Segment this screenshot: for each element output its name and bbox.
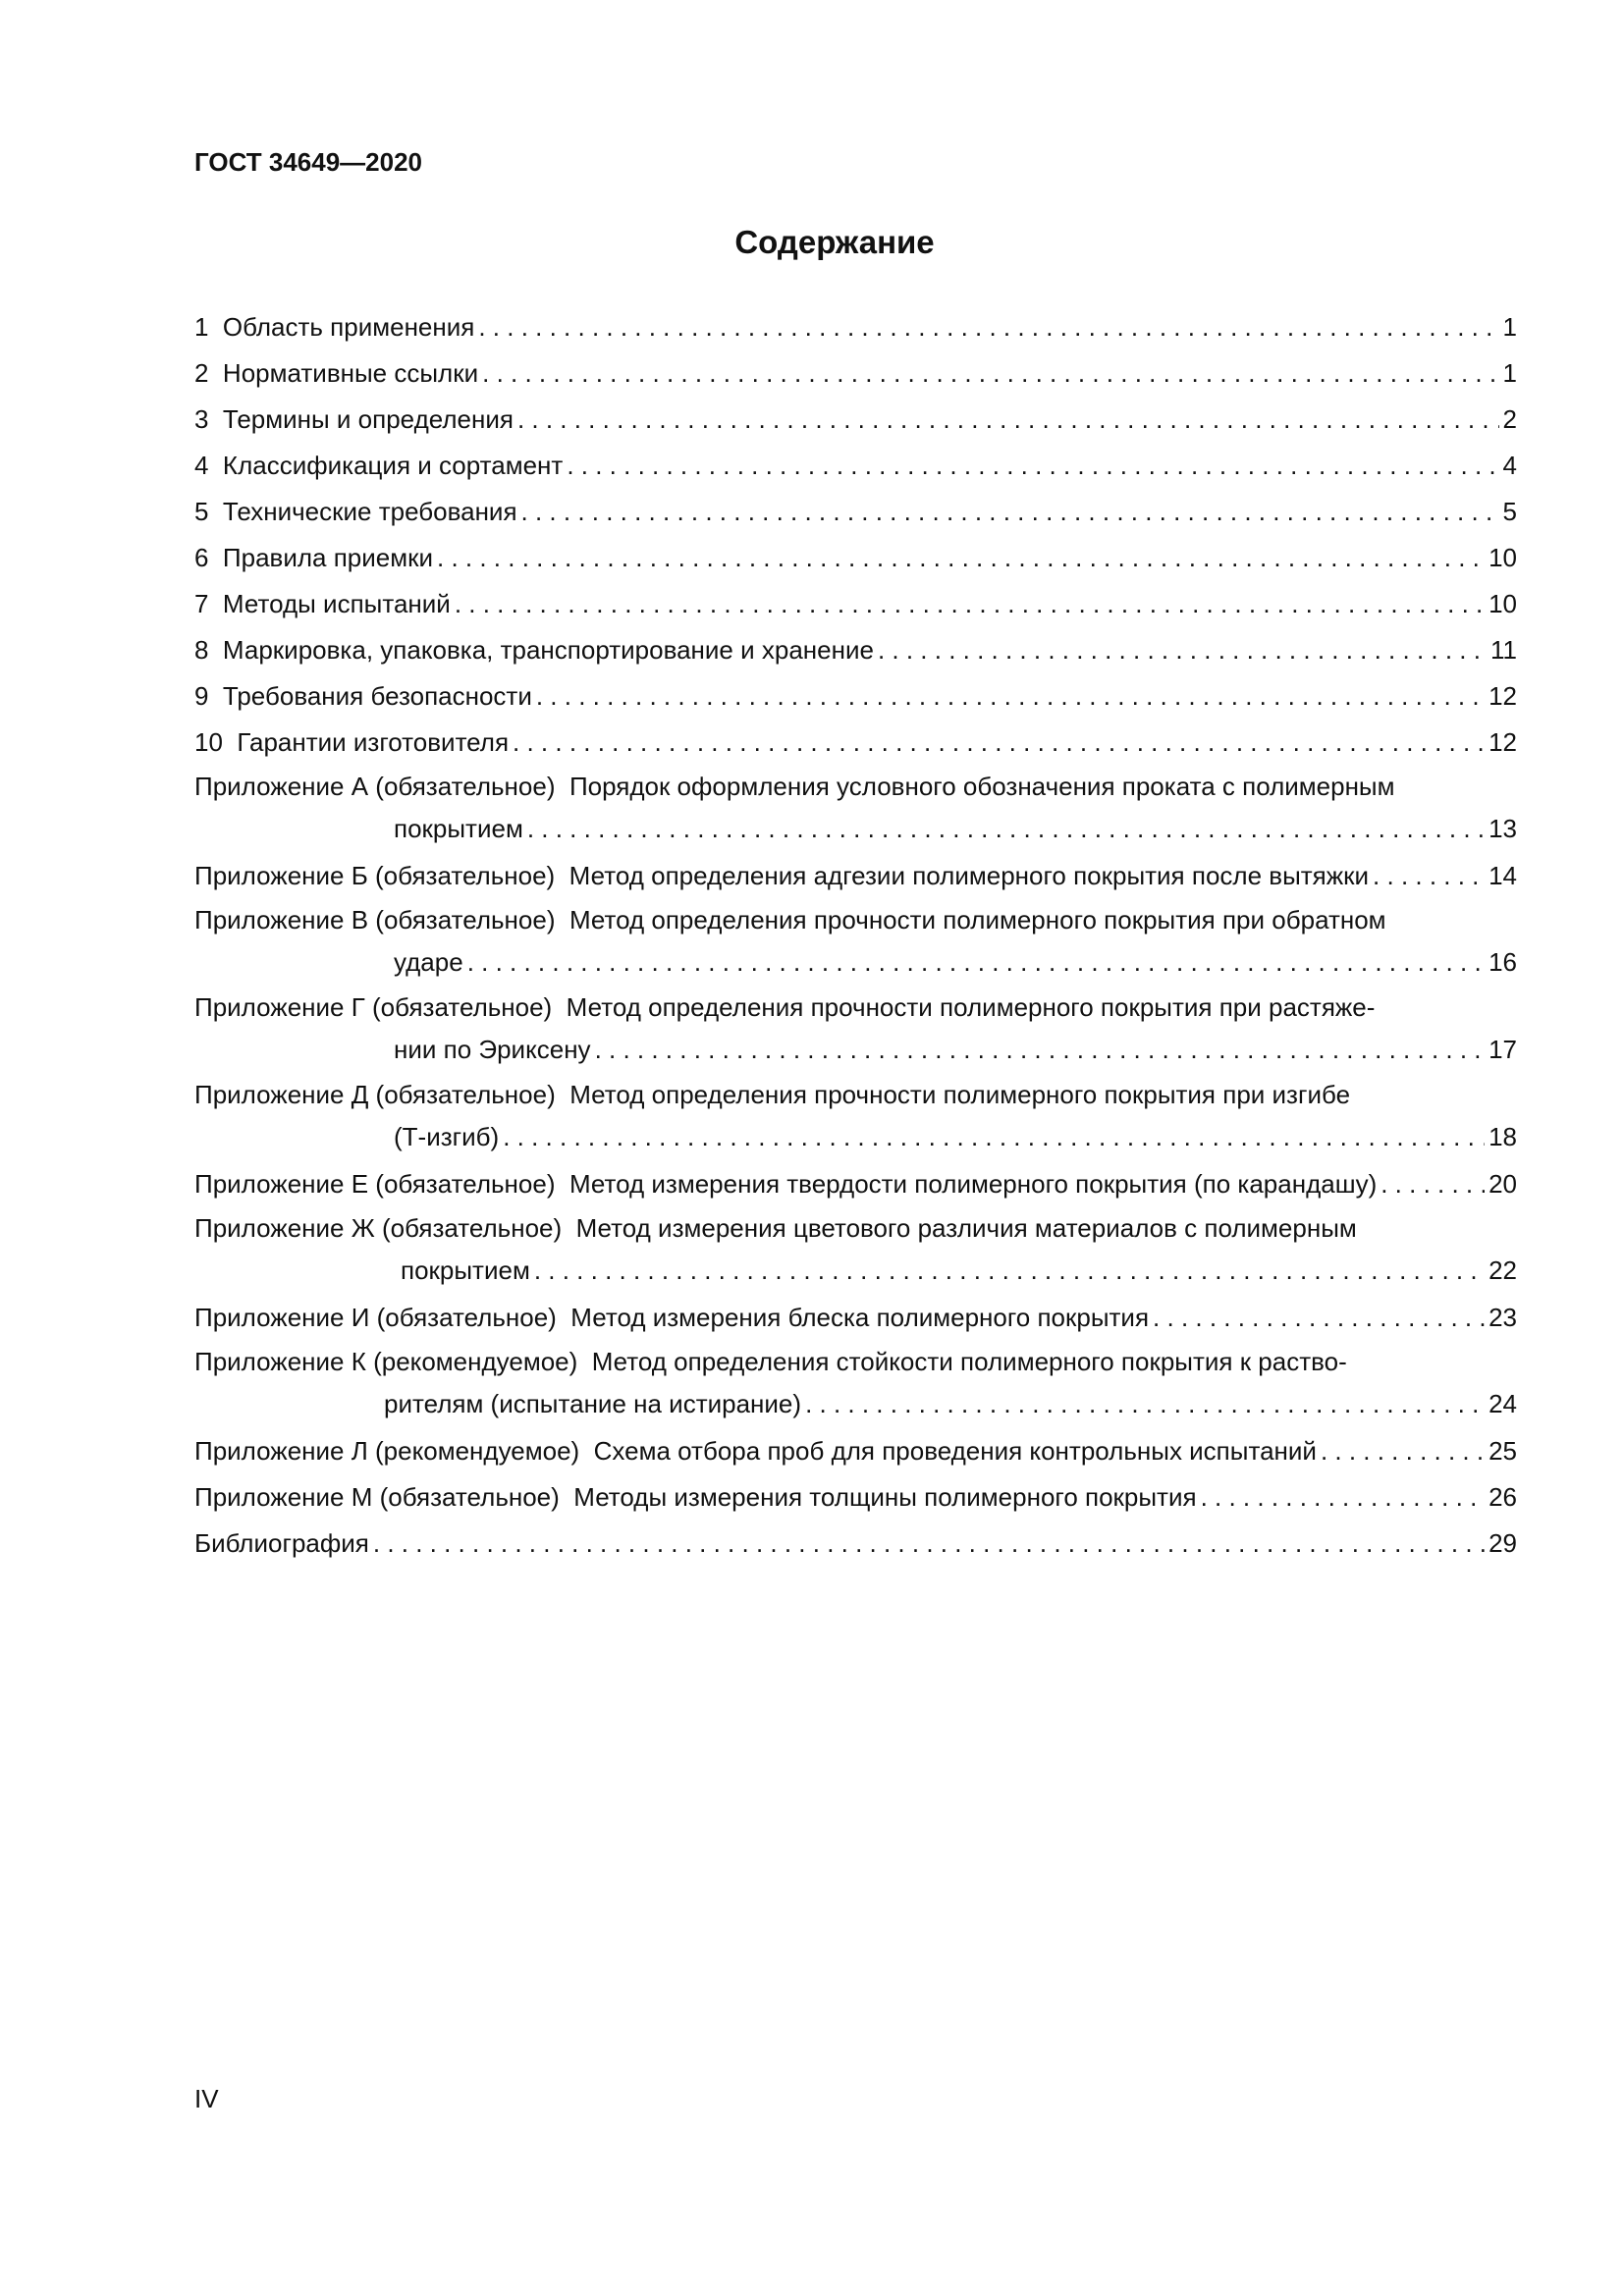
dot-leader: [1321, 1428, 1485, 1474]
toc-entry-title: Метод определения адгезии полимерного покрытия после вытяжки: [568, 861, 1370, 890]
dot-leader: [437, 535, 1485, 581]
toc-entry[interactable]: [194, 397, 1517, 443]
toc-entry-title: Метод определения прочности полимерного покрытия при обратном: [568, 905, 1386, 934]
toc-entry-page: 23: [1489, 1303, 1517, 1332]
toc-entry-title: Методы испытаний: [222, 589, 451, 618]
toc-entry-title-cont: покрытием: [401, 1255, 530, 1285]
toc-entry[interactable]: [194, 304, 1517, 350]
toc-entry-title: Библиография: [194, 1528, 369, 1558]
toc-entry-title: Метод определения прочности полимерного покрытия при растяже-: [566, 992, 1376, 1022]
toc-entry-number: 7: [194, 589, 209, 618]
toc-entry-title: Порядок оформления условного обозначения проката с полимерным: [568, 772, 1395, 801]
toc-entry-number: 5: [194, 497, 209, 526]
toc-entry-number: 2: [194, 358, 209, 388]
appendix-label: Приложение Е (обязательное): [194, 1169, 556, 1199]
dot-leader: [513, 720, 1485, 766]
toc-entry[interactable]: [194, 535, 1517, 581]
toc-entry-number: 8: [194, 635, 209, 665]
appendix-label: Приложение М (обязательное): [194, 1482, 560, 1512]
dot-leader: [878, 627, 1487, 673]
toc-entry-title: Гарантии изготовителя: [237, 727, 510, 757]
appendix-label: Приложение А (обязательное): [194, 772, 556, 801]
toc-entry-appendix-e[interactable]: [194, 1161, 1517, 1207]
toc-entry-appendix-v[interactable]: [194, 899, 1517, 984]
toc-entry-title-cont: рителям (испытание на истирание): [384, 1389, 802, 1418]
toc-entry-page: 12: [1489, 681, 1517, 711]
toc-entry-title-cont: нии по Эриксену: [394, 1035, 591, 1064]
dot-leader: [1380, 1161, 1485, 1207]
toc-entry-appendix-l[interactable]: [194, 1428, 1517, 1474]
toc-entry-title: Требования безопасности: [222, 681, 532, 711]
toc-entry-number: 4: [194, 451, 209, 480]
toc-entry-title: Метод измерения цветового различия материалов с полимерным: [575, 1213, 1357, 1243]
toc-entry-title: Метод измерения твердости полимерного покрытия (по карандашу): [568, 1169, 1378, 1199]
dot-leader: [805, 1383, 1485, 1425]
toc-entry-number: 6: [194, 543, 209, 572]
dot-leader: [595, 1029, 1486, 1071]
toc-entry-title-cont: покрытием: [394, 814, 523, 843]
toc-title: Содержание: [734, 224, 935, 260]
toc-entry-appendix-b[interactable]: [194, 853, 1517, 899]
dot-leader: [478, 304, 1498, 350]
toc-entry-page: 18: [1489, 1122, 1517, 1151]
toc-entry-page: 12: [1489, 727, 1517, 757]
toc-entry-title: Метод определения прочности полимерного покрытия при изгибе: [569, 1080, 1351, 1109]
dot-leader: [517, 397, 1499, 443]
appendix-label: Приложение Ж (обязательное): [194, 1213, 563, 1243]
toc-entry[interactable]: [194, 673, 1517, 720]
toc-entry-title: Термины и определения: [222, 404, 514, 434]
dot-leader: [1201, 1474, 1486, 1521]
appendix-label: Приложение Б (обязательное): [194, 861, 556, 890]
toc-entry[interactable]: [194, 627, 1517, 673]
toc-entry-page: 1: [1502, 358, 1517, 388]
dot-leader: [455, 581, 1485, 627]
appendix-label: Приложение Л (рекомендуемое): [194, 1436, 580, 1466]
toc-entry-appendix-g[interactable]: [194, 987, 1517, 1071]
page-number: IV: [194, 2084, 219, 2113]
toc-entry-page: 1: [1502, 312, 1517, 342]
toc-entry[interactable]: [194, 720, 1517, 766]
toc-entry-page: 4: [1502, 451, 1517, 480]
toc-entry-title: Нормативные ссылки: [222, 358, 479, 388]
toc-entry-number: 9: [194, 681, 209, 711]
toc-entry-title: Метод определения стойкости полимерного покрытия к раство-: [591, 1347, 1347, 1376]
dot-leader: [503, 1116, 1485, 1158]
appendix-label: Приложение К (рекомендуемое): [194, 1347, 578, 1376]
toc-entry-title: Технические требования: [222, 497, 517, 526]
appendix-label: Приложение Г (обязательное): [194, 992, 553, 1022]
toc-entry[interactable]: [194, 443, 1517, 489]
toc-entry-title: Классификация и сортамент: [222, 451, 564, 480]
toc-entry[interactable]: [194, 489, 1517, 535]
toc-entry-appendix-i[interactable]: [194, 1295, 1517, 1341]
toc-entry-bibliography[interactable]: [194, 1521, 1517, 1567]
toc-entry-title: Схема отбора проб для проведения контрольных испытаний: [593, 1436, 1317, 1466]
toc-entry-page: 16: [1489, 947, 1517, 977]
toc-entry-title: Методы измерения толщины полимерного покрытия: [573, 1482, 1197, 1512]
toc-entry-appendix-d[interactable]: [194, 1074, 1517, 1158]
dot-leader: [482, 350, 1498, 397]
toc-entry-page: 10: [1489, 543, 1517, 572]
toc-entry-number: 3: [194, 404, 209, 434]
dot-leader: [1153, 1295, 1485, 1341]
toc-entry-page: 24: [1489, 1389, 1517, 1418]
appendix-label: Приложение В (обязательное): [194, 905, 556, 934]
dot-leader: [536, 673, 1485, 720]
toc-entry-appendix-a[interactable]: [194, 766, 1517, 850]
toc-entry-number: 10: [194, 727, 223, 757]
toc-entry-appendix-k[interactable]: [194, 1341, 1517, 1425]
toc-entry-title: Маркировка, упаковка, транспортирование и хранение: [222, 635, 874, 665]
toc-entry-page: 2: [1502, 404, 1517, 434]
toc-entry[interactable]: [194, 581, 1517, 627]
table-of-contents: [194, 304, 1517, 1567]
toc-entry-page: 25: [1489, 1436, 1517, 1466]
toc-entry-page: 29: [1489, 1528, 1517, 1558]
toc-entry-page: 5: [1502, 497, 1517, 526]
toc-entry-title: Область применения: [222, 312, 475, 342]
appendix-label: Приложение И (обязательное): [194, 1303, 557, 1332]
toc-entry-page: 13: [1489, 814, 1517, 843]
standard-id: ГОСТ 34649—2020: [194, 147, 422, 177]
appendix-label: Приложение Д (обязательное): [194, 1080, 556, 1109]
dot-leader: [1373, 853, 1485, 899]
toc-entry-page: 17: [1489, 1035, 1517, 1064]
toc-entry-appendix-zh[interactable]: [194, 1207, 1517, 1292]
toc-entry-title: Метод измерения блеска полимерного покрытия: [570, 1303, 1150, 1332]
toc-entry-page: 20: [1489, 1169, 1517, 1199]
dot-leader: [534, 1250, 1485, 1292]
toc-entry-number: 1: [194, 312, 209, 342]
toc-entry-page: 26: [1489, 1482, 1517, 1512]
toc-entry-title-cont: (Т-изгиб): [394, 1122, 500, 1151]
toc-entry-title: Правила приемки: [222, 543, 434, 572]
toc-entry-page: 10: [1489, 589, 1517, 618]
dot-leader: [567, 443, 1498, 489]
dot-leader: [527, 808, 1485, 850]
toc-entry-page: 14: [1489, 861, 1517, 890]
dot-leader: [467, 941, 1485, 984]
toc-entry-title-cont: ударе: [394, 947, 463, 977]
toc-entry-page: 22: [1489, 1255, 1517, 1285]
toc-entry[interactable]: [194, 350, 1517, 397]
dot-leader: [373, 1521, 1485, 1567]
toc-entry-page: 11: [1490, 635, 1517, 665]
toc-entry-appendix-m[interactable]: [194, 1474, 1517, 1521]
dot-leader: [521, 489, 1499, 535]
